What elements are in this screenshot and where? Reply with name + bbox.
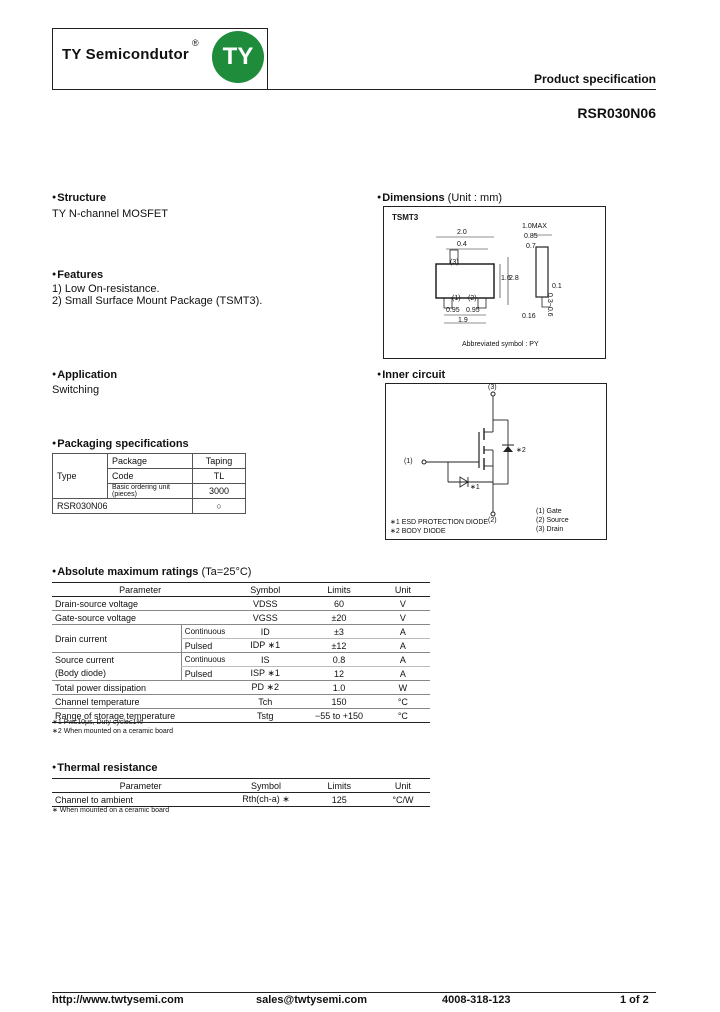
table-row bbox=[52, 653, 430, 667]
cell: 0.8 bbox=[302, 653, 376, 667]
footer-email[interactable]: sales@twtysemi.com bbox=[256, 994, 367, 1006]
thermal-note: ∗ When mounted on a ceramic board bbox=[52, 807, 170, 814]
table-row bbox=[52, 625, 430, 639]
cell: IDP ∗1 bbox=[228, 639, 302, 653]
abs-max-title-text: Absolute maximum ratings bbox=[57, 566, 199, 578]
dim-label: 1.9 bbox=[458, 317, 468, 324]
footer-divider bbox=[52, 992, 656, 993]
table-row bbox=[52, 793, 430, 807]
dim-label: 0.3~0.6 bbox=[546, 293, 553, 317]
code-label: Code bbox=[108, 469, 193, 484]
cell: 60 bbox=[302, 597, 376, 611]
structure-text: TY N-channel MOSFET bbox=[52, 208, 168, 220]
inner-circuit-diagram bbox=[385, 383, 607, 540]
cell: A bbox=[376, 625, 430, 639]
packaging-table bbox=[52, 453, 246, 514]
cell: Rth(ch-a) ∗ bbox=[229, 793, 302, 807]
col-header: Symbol bbox=[228, 583, 302, 597]
abs-max-note: ∗2 When mounted on a ceramic board bbox=[52, 728, 174, 735]
dimensions-drawing bbox=[383, 206, 606, 359]
cell: A bbox=[376, 667, 430, 681]
cell: Drain current bbox=[52, 625, 181, 653]
abs-max-condition: (Ta=25°C) bbox=[201, 566, 252, 578]
cell: °C bbox=[376, 695, 430, 709]
dimensions-title bbox=[377, 192, 502, 204]
col-header: Parameter bbox=[52, 583, 228, 597]
thermal-table bbox=[52, 778, 430, 807]
dim-label: (3) bbox=[450, 259, 459, 266]
cell: PD ∗2 bbox=[228, 681, 302, 695]
cell: Pulsed bbox=[181, 639, 228, 653]
circuit-note: ∗1 ESD PROTECTION DIODE bbox=[390, 519, 489, 526]
cell: 1.0 bbox=[302, 681, 376, 695]
dim-label: 0.7 bbox=[526, 243, 536, 250]
cell: ±3 bbox=[302, 625, 376, 639]
cell: A bbox=[376, 653, 430, 667]
package-label: Package bbox=[108, 454, 193, 469]
pin1-label: (1) bbox=[404, 458, 413, 465]
abs-max-table bbox=[52, 582, 430, 723]
cell: 150 bbox=[302, 695, 376, 709]
package-outline-drawing bbox=[384, 207, 605, 358]
package-value: Taping bbox=[193, 454, 246, 469]
cell: (Body diode) bbox=[52, 667, 181, 681]
page-number: 1 of 2 bbox=[620, 994, 649, 1006]
structure-title: ● Structure bbox=[52, 192, 106, 204]
cell: W bbox=[376, 681, 430, 695]
col-header: Limits bbox=[302, 583, 376, 597]
pkg-mark: ○ bbox=[193, 499, 246, 514]
registered-mark: ® bbox=[192, 38, 199, 48]
company-name: TY Semicondutor bbox=[62, 46, 189, 63]
cell: VGSS bbox=[228, 611, 302, 625]
features-title: ● Features bbox=[52, 269, 103, 281]
esd-diode-mark: ∗1 bbox=[470, 484, 480, 491]
table-row bbox=[52, 695, 430, 709]
cell: Pulsed bbox=[181, 667, 228, 681]
cell: Tch bbox=[228, 695, 302, 709]
doc-type: Product specification bbox=[533, 72, 656, 86]
table-row bbox=[52, 597, 430, 611]
cell: Gate-source voltage bbox=[52, 611, 228, 625]
type-label: Type bbox=[53, 454, 108, 499]
dim-label: 1.0MAX bbox=[522, 223, 547, 230]
col-header: Unit bbox=[376, 779, 430, 793]
circuit-note: ∗2 BODY DIODE bbox=[390, 528, 446, 535]
pin3-label: (3) bbox=[488, 384, 497, 391]
col-header: Symbol bbox=[229, 779, 302, 793]
mosfet-schematic bbox=[386, 384, 606, 539]
col-header: Parameter bbox=[52, 779, 229, 793]
cell: ID bbox=[228, 625, 302, 639]
cell: 12 bbox=[302, 667, 376, 681]
cell: Continuous bbox=[181, 625, 228, 639]
unit-label: Basic ordering unit (pieces) bbox=[108, 484, 193, 499]
packaging-title: ● Packaging specifications bbox=[52, 438, 189, 450]
cell: Continuous bbox=[181, 653, 228, 667]
feature-item: 1) Low On-resistance. bbox=[52, 283, 160, 295]
feature-item: 2) Small Surface Mount Package (TSMT3). bbox=[52, 295, 263, 307]
cell: 125 bbox=[303, 793, 376, 807]
cell: Channel temperature bbox=[52, 695, 228, 709]
dim-label: 2.0 bbox=[457, 229, 467, 236]
dim-label: 0.1 bbox=[552, 283, 562, 290]
cell: V bbox=[376, 611, 430, 625]
cell: A bbox=[376, 639, 430, 653]
dim-label: (1) bbox=[452, 295, 461, 302]
pin-legend: (2) Source bbox=[536, 517, 569, 524]
dim-label: (2) bbox=[468, 295, 477, 302]
pin2-label: (2) bbox=[488, 517, 497, 524]
cell: Tstg bbox=[228, 709, 302, 723]
table-row bbox=[52, 681, 430, 695]
inner-circuit-title: ● Inner circuit bbox=[377, 369, 445, 381]
footer-website[interactable]: http://www.twtysemi.com bbox=[52, 994, 184, 1006]
dim-label: 0.95 bbox=[446, 307, 460, 314]
dim-label: 0.95 bbox=[466, 307, 480, 314]
cell: ISP ∗1 bbox=[228, 667, 302, 681]
dim-label: 2.8 bbox=[509, 275, 519, 282]
dim-label: 0.16 bbox=[522, 313, 536, 320]
dim-label: 0.4 bbox=[457, 241, 467, 248]
table-row bbox=[52, 667, 430, 681]
cell: ±20 bbox=[302, 611, 376, 625]
pin-legend: (3) Drain bbox=[536, 526, 564, 533]
header-divider bbox=[52, 89, 656, 90]
ty-logo: TY bbox=[212, 31, 264, 83]
unit-value: 3000 bbox=[193, 484, 246, 499]
part-number: RSR030N06 bbox=[577, 105, 656, 121]
abbreviated-symbol: Abbreviated symbol : PY bbox=[462, 341, 539, 348]
dim-label: 1.6 bbox=[501, 275, 511, 282]
thermal-title: ● Thermal resistance bbox=[52, 762, 158, 774]
cell: IS bbox=[228, 653, 302, 667]
col-header: Unit bbox=[376, 583, 430, 597]
col-header: Limits bbox=[303, 779, 376, 793]
pin-legend: (1) Gate bbox=[536, 508, 562, 515]
cell: °C/W bbox=[376, 793, 430, 807]
cell: Range of storage temperature bbox=[52, 709, 228, 723]
package-name: TSMT3 bbox=[392, 213, 419, 222]
code-value: TL bbox=[193, 469, 246, 484]
dimensions-title-text: Dimensions bbox=[382, 192, 445, 204]
cell: VDSS bbox=[228, 597, 302, 611]
body-diode-mark: ∗2 bbox=[516, 447, 526, 454]
cell: Channel to ambient bbox=[52, 793, 229, 807]
application-text: Switching bbox=[52, 384, 100, 396]
cell: Total power dissipation bbox=[52, 681, 228, 695]
abs-max-note: ∗1 Pw≤10μs, Duty cycle≤1% bbox=[52, 719, 143, 726]
pkg-part: RSR030N06 bbox=[53, 499, 193, 514]
abs-max-title bbox=[52, 566, 251, 578]
dimensions-unit: (Unit : mm) bbox=[447, 192, 503, 204]
cell: °C bbox=[376, 709, 430, 723]
cell: ±12 bbox=[302, 639, 376, 653]
footer-phone: 4008-318-123 bbox=[442, 994, 511, 1006]
cell: V bbox=[376, 597, 430, 611]
cell: Drain-source voltage bbox=[52, 597, 228, 611]
cell: −55 to +150 bbox=[302, 709, 376, 723]
cell: Source current bbox=[55, 654, 115, 665]
application-title: ● Application bbox=[52, 369, 117, 381]
dim-label: 0.85 bbox=[524, 233, 538, 240]
table-row bbox=[52, 611, 430, 625]
